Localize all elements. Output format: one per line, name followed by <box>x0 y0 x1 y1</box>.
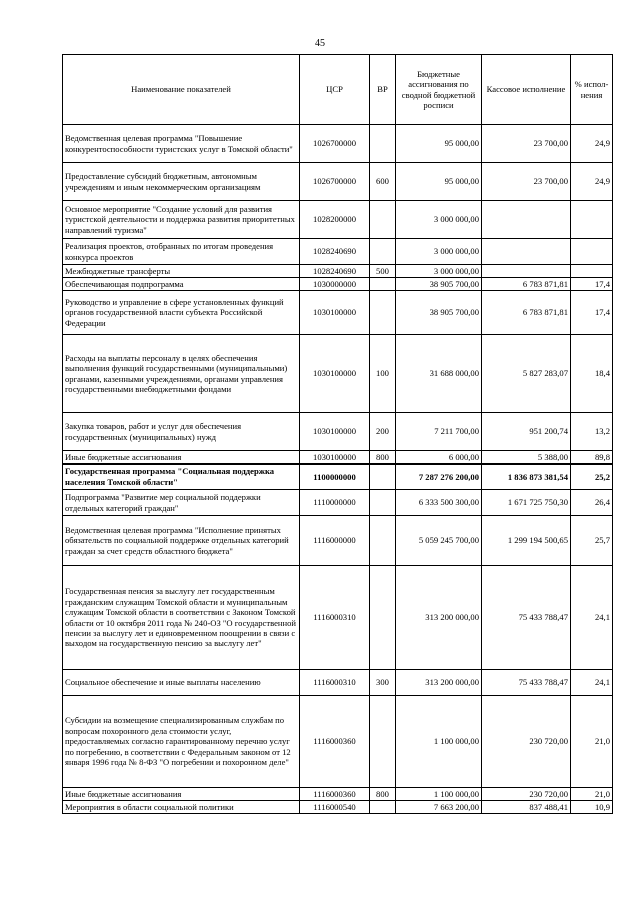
table-row <box>63 163 613 201</box>
cell-vr: 500 <box>370 265 396 278</box>
cell-csr: 1116000310 <box>300 670 370 696</box>
cell-name: Руководство и управление в сфере установленных функций органов государственной власти субъекта Российской Федерации <box>63 291 300 335</box>
cell-name: Расходы на выплаты персоналу в целях обеспечения выполнения функций государственными (муниципальными) органами, казенными учреждениями, органами управления государственными внебюджетными фондами <box>63 335 300 413</box>
cell-pct: 26,4 <box>571 490 613 516</box>
cell-name: Предоставление субсидий бюджетным, автономным учреждениям и иным некоммерческим организациям <box>63 163 300 201</box>
cell-name: Межбюджетные трансферты <box>63 265 300 278</box>
cell-pct: 25,7 <box>571 516 613 566</box>
cell-name: Закупка товаров, работ и услуг для обеспечения государственных (муниципальных) нужд <box>63 413 300 451</box>
cell-pct: 21,0 <box>571 696 613 788</box>
header-cash: Кассовое исполнение <box>482 55 571 125</box>
cell-cash <box>482 239 571 265</box>
cell-vr <box>370 125 396 163</box>
budget-table <box>62 54 613 814</box>
cell-vr <box>370 516 396 566</box>
cell-name: Субсидии на возмещение специализированным службам по вопросам похоронного дела стоимости услуг, предоставляемых согласно гарантированному перечню услуг по погребению, в соответствии с Федеральным законом от 12 января 1996 года № 8-ФЗ "О погребении и похоронном деле" <box>63 696 300 788</box>
cell-cash: 1 836 873 381,54 <box>482 464 571 490</box>
cell-cash <box>482 201 571 239</box>
cell-pct: 24,1 <box>571 566 613 670</box>
cell-cash: 230 720,00 <box>482 788 571 801</box>
cell-cash: 5 827 283,07 <box>482 335 571 413</box>
cell-csr: 1026700000 <box>300 163 370 201</box>
cell-csr: 1116000540 <box>300 801 370 814</box>
cell-budget: 95 000,00 <box>396 125 482 163</box>
cell-cash: 75 433 788,47 <box>482 670 571 696</box>
header-name: Наименование показателей <box>63 55 300 125</box>
cell-budget: 31 688 000,00 <box>396 335 482 413</box>
table-row <box>63 451 613 464</box>
table-row <box>63 413 613 451</box>
table-row <box>63 335 613 413</box>
cell-pct: 18,4 <box>571 335 613 413</box>
cell-pct: 17,4 <box>571 278 613 291</box>
cell-csr: 1116000310 <box>300 566 370 670</box>
table-row <box>63 125 613 163</box>
cell-csr: 1110000000 <box>300 490 370 516</box>
page-number: 45 <box>315 38 325 49</box>
cell-vr <box>370 291 396 335</box>
header-csr: ЦСР <box>300 55 370 125</box>
cell-cash: 1 671 725 750,30 <box>482 490 571 516</box>
cell-budget: 1 100 000,00 <box>396 788 482 801</box>
table-row <box>63 291 613 335</box>
table-header-row <box>63 55 613 125</box>
cell-cash: 23 700,00 <box>482 125 571 163</box>
cell-csr: 1116000000 <box>300 516 370 566</box>
cell-csr: 1030000000 <box>300 278 370 291</box>
cell-cash: 951 200,74 <box>482 413 571 451</box>
cell-name: Мероприятия в области социальной политики <box>63 801 300 814</box>
cell-name: Обеспечивающая подпрограмма <box>63 278 300 291</box>
cell-budget: 38 905 700,00 <box>396 278 482 291</box>
cell-name: Ведомственная целевая программа "Исполнение принятых обязательств по социальной поддержке отдельных категорий граждан за счет средств областного бюджета" <box>63 516 300 566</box>
cell-pct: 24,1 <box>571 670 613 696</box>
cell-name: Государственная пенсия за выслугу лет государственным гражданским служащим Томской области и муниципальным служащим Томской области в соответствии с Законом Томской области от 10 октября 2011 года № 240-ОЗ "О государственной пенсии за выслугу лет и единовременном поощрении в связи с выходом на государственную пенсию за выслугу лет" <box>63 566 300 670</box>
cell-csr: 1116000360 <box>300 788 370 801</box>
cell-vr <box>370 201 396 239</box>
cell-csr: 1028200000 <box>300 201 370 239</box>
cell-vr <box>370 239 396 265</box>
table-row <box>63 265 613 278</box>
cell-cash: 75 433 788,47 <box>482 566 571 670</box>
cell-vr <box>370 801 396 814</box>
cell-name: Государственная программа "Социальная поддержка населения Томской области" <box>63 464 300 490</box>
cell-name: Подпрограмма "Развитие мер социальной поддержки отдельных категорий граждан" <box>63 490 300 516</box>
table-row <box>63 239 613 265</box>
cell-vr: 600 <box>370 163 396 201</box>
cell-budget: 3 000 000,00 <box>396 239 482 265</box>
cell-pct <box>571 265 613 278</box>
cell-csr: 1030100000 <box>300 451 370 464</box>
cell-budget: 7 663 200,00 <box>396 801 482 814</box>
cell-name: Основное мероприятие "Создание условий для развития туристской деятельности и поддержка развития приоритетных направлений туризма" <box>63 201 300 239</box>
table-row <box>63 670 613 696</box>
cell-pct: 13,2 <box>571 413 613 451</box>
cell-pct: 17,4 <box>571 291 613 335</box>
cell-cash: 837 488,41 <box>482 801 571 814</box>
cell-budget: 6 000,00 <box>396 451 482 464</box>
cell-vr <box>370 490 396 516</box>
cell-pct: 89,8 <box>571 451 613 464</box>
cell-csr: 1030100000 <box>300 413 370 451</box>
table-row <box>63 696 613 788</box>
cell-budget: 313 200 000,00 <box>396 670 482 696</box>
cell-cash: 6 783 871,81 <box>482 291 571 335</box>
cell-pct: 24,9 <box>571 125 613 163</box>
cell-vr <box>370 278 396 291</box>
cell-csr: 1026700000 <box>300 125 370 163</box>
cell-name: Иные бюджетные ассигнования <box>63 788 300 801</box>
cell-budget: 7 287 276 200,00 <box>396 464 482 490</box>
cell-vr: 800 <box>370 451 396 464</box>
cell-budget: 3 000 000,00 <box>396 201 482 239</box>
cell-csr: 1030100000 <box>300 335 370 413</box>
cell-vr <box>370 566 396 670</box>
table-row <box>63 788 613 801</box>
cell-vr <box>370 464 396 490</box>
cell-budget: 6 333 500 300,00 <box>396 490 482 516</box>
cell-pct: 10,9 <box>571 801 613 814</box>
cell-budget: 1 100 000,00 <box>396 696 482 788</box>
cell-cash <box>482 265 571 278</box>
cell-budget: 313 200 000,00 <box>396 566 482 670</box>
cell-pct: 25,2 <box>571 464 613 490</box>
cell-budget: 38 905 700,00 <box>396 291 482 335</box>
cell-name: Иные бюджетные ассигнования <box>63 451 300 464</box>
cell-budget: 5 059 245 700,00 <box>396 516 482 566</box>
cell-vr: 200 <box>370 413 396 451</box>
cell-vr <box>370 696 396 788</box>
cell-pct: 24,9 <box>571 163 613 201</box>
cell-cash: 230 720,00 <box>482 696 571 788</box>
cell-cash: 5 388,00 <box>482 451 571 464</box>
cell-budget: 7 211 700,00 <box>396 413 482 451</box>
cell-vr: 300 <box>370 670 396 696</box>
table-row <box>63 801 613 814</box>
table-row <box>63 490 613 516</box>
cell-cash: 1 299 194 500,65 <box>482 516 571 566</box>
cell-csr: 1028240690 <box>300 239 370 265</box>
table-row <box>63 278 613 291</box>
header-vr: ВР <box>370 55 396 125</box>
cell-pct <box>571 201 613 239</box>
cell-cash: 6 783 871,81 <box>482 278 571 291</box>
table-row <box>63 464 613 490</box>
cell-budget: 3 000 000,00 <box>396 265 482 278</box>
table-row <box>63 201 613 239</box>
cell-name: Реализация проектов, отобранных по итогам проведения конкурса проектов <box>63 239 300 265</box>
cell-vr: 100 <box>370 335 396 413</box>
header-pct: % испол-нения <box>571 55 613 125</box>
cell-pct <box>571 239 613 265</box>
cell-csr: 1028240690 <box>300 265 370 278</box>
cell-budget: 95 000,00 <box>396 163 482 201</box>
cell-name: Социальное обеспечение и иные выплаты населению <box>63 670 300 696</box>
cell-name: Ведомственная целевая программа "Повышение конкурентоспособности туристских услуг в Томской области" <box>63 125 300 163</box>
cell-vr: 800 <box>370 788 396 801</box>
table-row <box>63 516 613 566</box>
header-budget: Бюджетные ассигнования по сводной бюджетной росписи <box>396 55 482 125</box>
cell-csr: 1030100000 <box>300 291 370 335</box>
cell-csr: 1116000360 <box>300 696 370 788</box>
table-body <box>63 125 613 814</box>
cell-csr: 1100000000 <box>300 464 370 490</box>
table-row <box>63 566 613 670</box>
cell-pct: 21,0 <box>571 788 613 801</box>
cell-cash: 23 700,00 <box>482 163 571 201</box>
